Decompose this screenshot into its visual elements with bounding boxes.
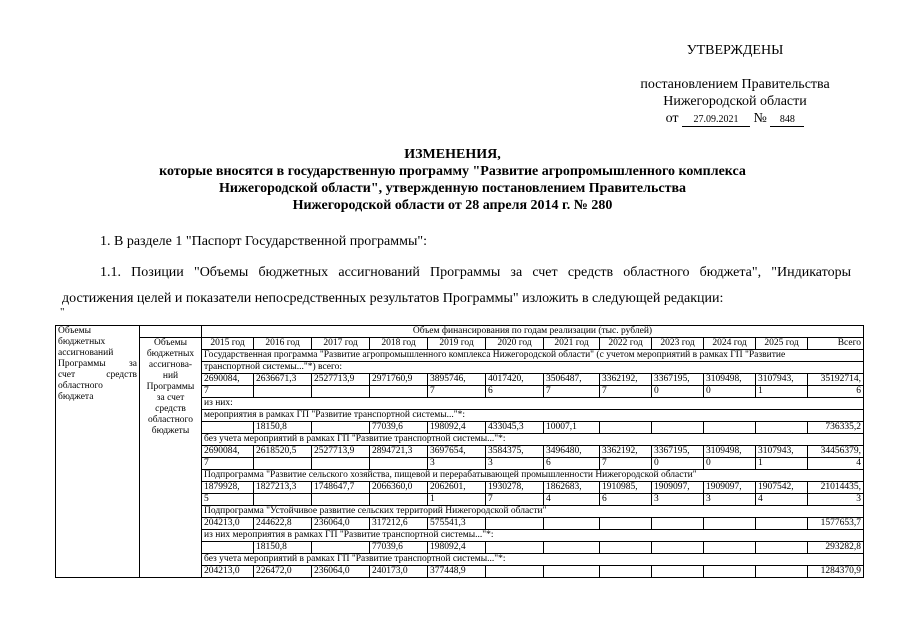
budget-table: [55, 325, 864, 578]
label-line: бюджетных: [146, 349, 195, 359]
value-cell: [486, 518, 544, 530]
value-cell: 34456379,: [808, 446, 864, 458]
value-cell: 3107943,: [756, 446, 808, 458]
year-header: 2019 год: [428, 338, 486, 350]
title-line3: Нижегородской области", утвержденную постановлением Правительства: [218, 181, 687, 196]
value-cell: 18150,8: [254, 542, 312, 554]
value-cell: 3: [704, 494, 756, 506]
value-cell: 7: [544, 386, 600, 398]
year-header: 2018 год: [370, 338, 428, 350]
value-cell: 77039,6: [370, 542, 428, 554]
value-cell: 317212,6: [370, 518, 428, 530]
value-cell: 6: [544, 458, 600, 470]
value-cell: 3367195,: [652, 446, 704, 458]
value-cell: 3367195,: [652, 374, 704, 386]
value-cell: 1907542,: [756, 482, 808, 494]
value-cell: [370, 386, 428, 398]
section-label: из них:: [202, 398, 864, 410]
value-cell: 7: [600, 458, 652, 470]
value-cell: 3362192,: [600, 446, 652, 458]
value-cell: [704, 542, 756, 554]
header-row: [56, 326, 864, 338]
label-line: счет средств: [58, 370, 137, 380]
years-row: [56, 338, 864, 350]
value-cell: 77039,6: [370, 422, 428, 434]
value-cell: [600, 566, 652, 578]
value-cell: 1879928,: [202, 482, 254, 494]
value-cell: [312, 458, 370, 470]
section-label: из них мероприятия в рамках ГП "Развитие транспортной системы..."*:: [202, 530, 864, 542]
value-cell: [704, 518, 756, 530]
value-cell: [756, 422, 808, 434]
value-cell: 3584375,: [486, 446, 544, 458]
value-cell: 6: [486, 386, 544, 398]
value-cell: 2690084,: [202, 374, 254, 386]
value-cell: 1862683,: [544, 482, 600, 494]
value-cell: 3506487,: [544, 374, 600, 386]
value-cell: [254, 458, 312, 470]
value-cell: 0: [652, 458, 704, 470]
label-line: областного: [58, 381, 103, 391]
value-cell: 1910985,: [600, 482, 652, 494]
value-cell: [312, 542, 370, 554]
year-header: 2025 год: [756, 338, 808, 350]
value-cell: [486, 542, 544, 554]
value-cell: 204213,0: [202, 566, 254, 578]
approval-date: 27.09.2021: [682, 114, 750, 127]
value-cell: 1930278,: [486, 482, 544, 494]
value-cell: [652, 518, 704, 530]
section-label: без учета мероприятий в рамках ГП "Развитие транспортной системы..."*:: [202, 434, 864, 446]
value-cell: 198092,4: [428, 422, 486, 434]
value-cell: [254, 494, 312, 506]
value-cell: 198092,4: [428, 542, 486, 554]
value-cell: 3496480,: [544, 446, 600, 458]
value-cell: 10007,1: [544, 422, 600, 434]
year-header: 2023 год: [652, 338, 704, 350]
value-cell: 1: [756, 458, 808, 470]
value-cell: 0: [652, 386, 704, 398]
value-cell: 1284370,9: [808, 566, 864, 578]
value-cell: 0: [704, 458, 756, 470]
value-cell: 2636671,3: [254, 374, 312, 386]
value-cell: 1827213,3: [254, 482, 312, 494]
value-cell: 3697654,: [428, 446, 486, 458]
section-label: Подпрограмма "Устойчивое развитие сельских территорий Нижегородской области": [202, 506, 864, 518]
value-cell: [370, 458, 428, 470]
value-cell: [202, 422, 254, 434]
value-cell: [600, 422, 652, 434]
year-header: 2021 год: [544, 338, 600, 350]
section-label: транспортной системы..."*) всего:: [202, 362, 864, 374]
paragraph-1-1: 1.1. Позиции "Объемы бюджетных ассигнований Программы за счет средств областного бюджета", "Индикаторы достижения целей и показатели непосредственных результатов Программы" изложить в следующей редакции:: [62, 265, 851, 306]
label-line: бюджетных: [58, 337, 106, 347]
label-line: областного: [148, 415, 193, 425]
value-cell: 18150,8: [254, 422, 312, 434]
year-header: 2022 год: [600, 338, 652, 350]
approval-heading: УТВЕРЖДЕНЫ: [686, 43, 784, 58]
value-cell: 7: [600, 386, 652, 398]
value-cell: 3: [808, 494, 864, 506]
value-cell: 6: [600, 494, 652, 506]
number-label: №: [753, 111, 767, 126]
value-cell: 240173,0: [370, 566, 428, 578]
value-cell: 236064,0: [312, 566, 370, 578]
document-title: [0, 146, 905, 214]
value-cell: 2971760,9: [370, 374, 428, 386]
value-cell: 3: [486, 458, 544, 470]
year-header: 2016 год: [254, 338, 312, 350]
value-cell: [652, 422, 704, 434]
year-header: 2020 год: [486, 338, 544, 350]
value-cell: [254, 386, 312, 398]
value-cell: 1909097,: [704, 482, 756, 494]
value-cell: [544, 566, 600, 578]
value-cell: 4: [756, 494, 808, 506]
value-cell: 736335,2: [808, 422, 864, 434]
value-cell: 21014435,: [808, 482, 864, 494]
value-cell: 2527713,9: [312, 446, 370, 458]
value-cell: 3: [652, 494, 704, 506]
value-cell: 377448,9: [428, 566, 486, 578]
section-label: Подпрограмма "Развитие сельского хозяйства, пищевой и перерабатывающей промышленности Нижегородской области": [202, 470, 864, 482]
approval-line1: постановлением Правительства: [640, 77, 830, 92]
title-line2: которые вносятся в государственную программу "Развитие агропромышленного комплекса: [159, 164, 746, 179]
value-cell: 2618520,5: [254, 446, 312, 458]
value-cell: 35192714,: [808, 374, 864, 386]
section-label: Государственная программа "Развитие агропромышленного комплекса Нижегородской области" (с учетом мероприятий в рамках ГП "Развитие: [202, 350, 864, 362]
label-line: ассигнований: [58, 348, 114, 358]
from-label: от: [665, 111, 679, 126]
empty-cell: [140, 326, 202, 338]
value-cell: 4017420,: [486, 374, 544, 386]
value-cell: 1577653,7: [808, 518, 864, 530]
label-column-2: [140, 338, 202, 578]
value-cell: [652, 542, 704, 554]
label-line: Объемы: [58, 326, 91, 336]
value-cell: 244622,8: [254, 518, 312, 530]
value-cell: 2062601,: [428, 482, 486, 494]
title-line1: ИЗМЕНЕНИЯ,: [404, 147, 501, 162]
value-cell: [600, 518, 652, 530]
value-cell: [544, 542, 600, 554]
label-line: бюджеты: [151, 426, 190, 436]
approval-date-line: [620, 110, 850, 127]
approval-line2: Нижегородской области: [663, 94, 807, 109]
label-column-1: [56, 326, 140, 578]
year-header: Всего: [808, 338, 864, 350]
value-cell: [756, 518, 808, 530]
label-line: Объемы: [154, 338, 187, 348]
value-cell: 3109498,: [704, 446, 756, 458]
label-line: ассигнова-: [148, 360, 193, 370]
value-cell: 1: [756, 386, 808, 398]
value-cell: 7: [486, 494, 544, 506]
value-cell: [704, 566, 756, 578]
approval-block: [620, 42, 850, 127]
value-cell: 3107943,: [756, 374, 808, 386]
label-line: бюджета: [58, 392, 94, 402]
value-cell: 7: [202, 386, 254, 398]
label-line: средств: [155, 404, 186, 414]
value-cell: 7: [202, 458, 254, 470]
value-cell: [600, 542, 652, 554]
value-cell: 236064,0: [312, 518, 370, 530]
value-cell: [544, 518, 600, 530]
value-cell: 1909097,: [652, 482, 704, 494]
value-cell: 7: [428, 386, 486, 398]
value-cell: 575541,3: [428, 518, 486, 530]
value-cell: 0: [704, 386, 756, 398]
value-cell: 4: [808, 458, 864, 470]
value-cell: 3: [428, 458, 486, 470]
label-line: ний: [162, 371, 179, 381]
value-cell: [756, 566, 808, 578]
value-cell: 433045,3: [486, 422, 544, 434]
year-header: 2017 год: [312, 338, 370, 350]
value-cell: 1748647,7: [312, 482, 370, 494]
value-cell: 2066360,0: [370, 482, 428, 494]
year-header: 2015 год: [202, 338, 254, 350]
value-cell: [312, 422, 370, 434]
value-cell: 2527713,9: [312, 374, 370, 386]
value-cell: 3362192,: [600, 374, 652, 386]
value-cell: [704, 422, 756, 434]
label-line: за счет: [156, 393, 185, 403]
value-cell: 4: [544, 494, 600, 506]
value-cell: 3895746,: [428, 374, 486, 386]
quote-mark: ": [60, 306, 65, 318]
value-cell: 293282,8: [808, 542, 864, 554]
section-label: мероприятия в рамках ГП "Развитие транспортной системы..."*:: [202, 410, 864, 422]
value-cell: 5: [202, 494, 254, 506]
label-line: Программы за: [58, 359, 137, 369]
value-cell: 3109498,: [704, 374, 756, 386]
value-cell: [312, 386, 370, 398]
value-cell: 6: [808, 386, 864, 398]
label-line: Программы: [146, 382, 195, 392]
paragraph-1: 1. В разделе 1 "Паспорт Государственной программы":: [100, 234, 427, 249]
value-cell: [756, 542, 808, 554]
value-cell: [486, 566, 544, 578]
value-cell: 2894721,3: [370, 446, 428, 458]
financing-header: Объем финансирования по годам реализации (тыс. рублей): [202, 326, 864, 338]
value-cell: 204213,0: [202, 518, 254, 530]
value-cell: 1: [428, 494, 486, 506]
value-cell: [312, 494, 370, 506]
section-label: без учета мероприятий в рамках ГП "Развитие транспортной системы..."*:: [202, 554, 864, 566]
approval-number: 848: [770, 114, 804, 127]
value-cell: 2690084,: [202, 446, 254, 458]
title-line4: Нижегородской области от 28 апреля 2014 г. № 280: [292, 198, 613, 213]
value-cell: 226472,0: [254, 566, 312, 578]
value-cell: [370, 494, 428, 506]
value-cell: [652, 566, 704, 578]
year-header: 2024 год: [704, 338, 756, 350]
value-cell: [202, 542, 254, 554]
